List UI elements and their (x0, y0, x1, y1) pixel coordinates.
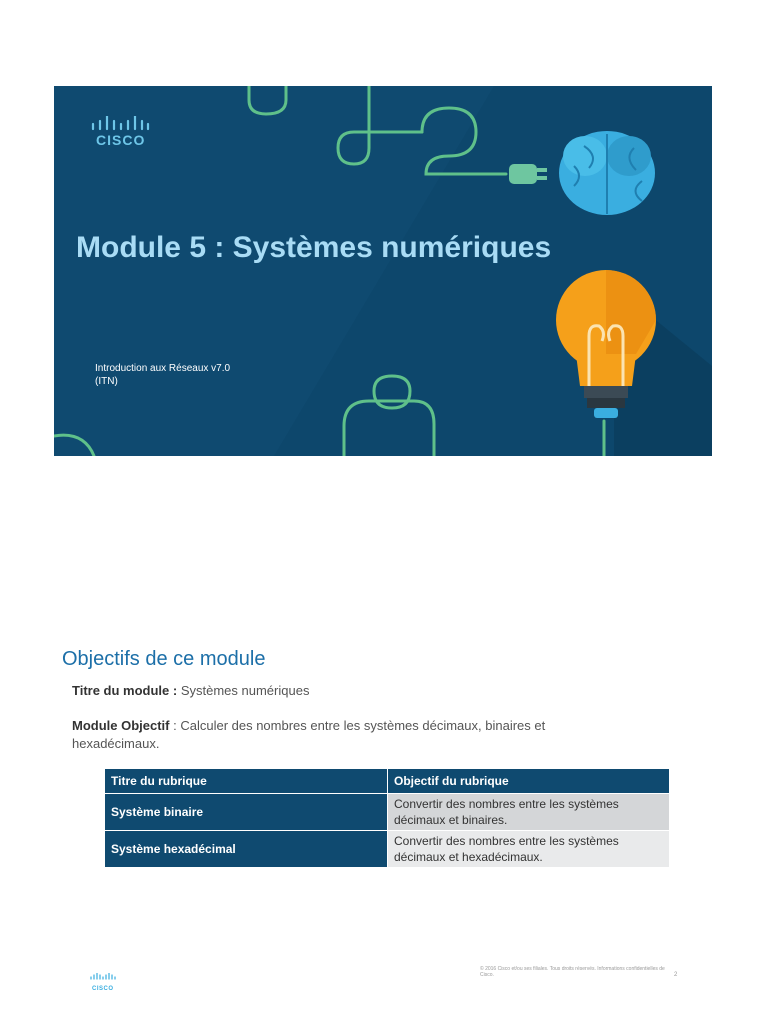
topics-table (104, 768, 670, 868)
page-number: 2 (674, 972, 678, 978)
module-objective-line (72, 717, 632, 753)
module-title-label: Titre du module : (72, 683, 178, 698)
footer-cisco-logo (90, 968, 116, 992)
brain-icon (559, 131, 655, 215)
table-row (105, 831, 670, 868)
module-title-line (72, 682, 632, 700)
title-slide (54, 86, 712, 456)
table-header-row (105, 769, 670, 794)
topic-cell: Système binaire (105, 794, 388, 831)
objectives-heading: Objectifs de ce module (62, 648, 266, 670)
decorative-background (54, 86, 712, 456)
objectives-slide (54, 630, 712, 1000)
table-header-topic: Titre du rubrique (105, 769, 388, 794)
cisco-logo-text: CISCO (96, 132, 146, 148)
objective-cell: Convertir des nombres entre les systèmes décimaux et binaires. (388, 794, 670, 831)
objective-cell: Convertir des nombres entre les systèmes décimaux et hexadécimaux. (388, 831, 670, 868)
course-name: Introduction aux Réseaux v7.0 (95, 363, 231, 374)
slide-subtitle (95, 362, 230, 388)
module-title-value: Systèmes numériques (177, 683, 310, 698)
module-objective-value: : Calculer des nombres entre les systèmes décimaux, binaires et hexadécimaux. (72, 718, 546, 751)
table-row (105, 794, 670, 831)
module-objective-label: Module Objectif (72, 718, 170, 733)
footer-copyright: © 2016 Cisco et/ou ses filiales. Tous droits réservés. Informations confidentielles de Cisco. (480, 966, 665, 978)
table-header-objective: Objectif du rubrique (388, 769, 670, 794)
topic-cell: Système hexadécimal (105, 831, 388, 868)
footer-cisco-text: CISCO (92, 986, 114, 992)
cisco-logo-icon (90, 973, 116, 981)
slide-title: Module 5 : Systèmes numériques (76, 231, 552, 264)
course-code: (ITN) (95, 376, 118, 387)
